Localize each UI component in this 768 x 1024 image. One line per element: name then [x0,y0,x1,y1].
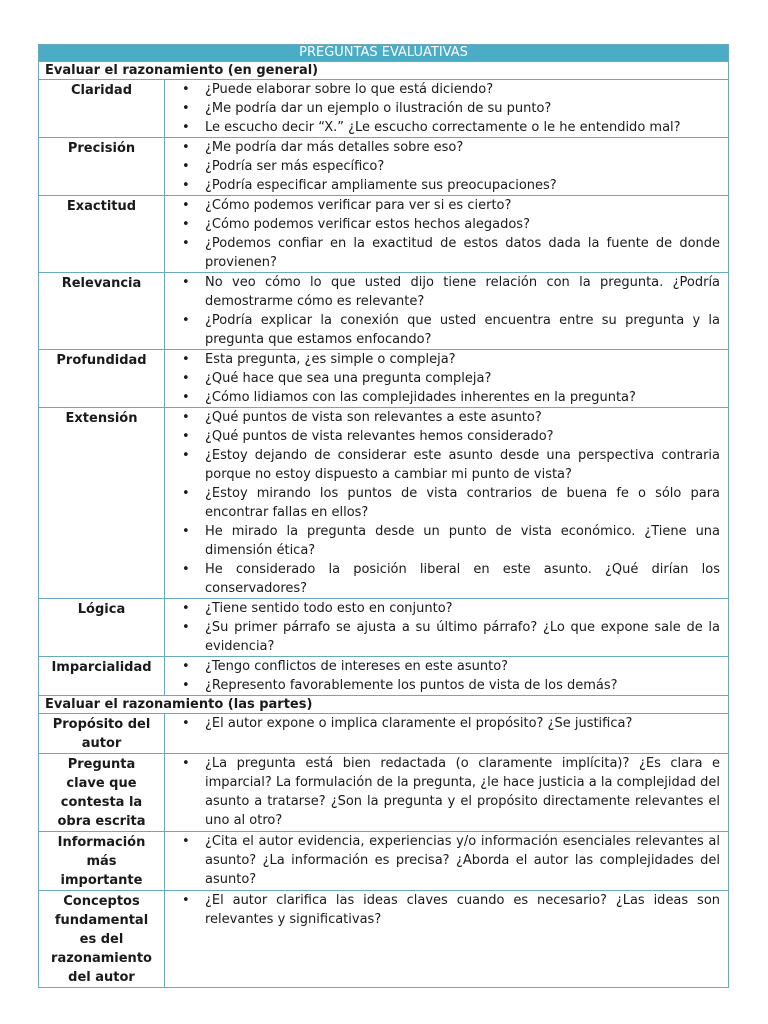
question-item: • ¿Tiene sentido todo esto en conjunto? [165,599,720,618]
questions-cell [165,754,729,832]
section-header-row [39,62,729,80]
criterion-label: Exactitud [39,196,165,273]
table-row [39,80,729,138]
question-item: • ¿Me podría dar un ejemplo o ilustración de su punto? [165,99,720,118]
table-row [39,408,729,599]
criterion-label: Lógica [39,599,165,657]
criterion-label-line: Información [57,835,146,850]
questions-cell [165,350,729,408]
question-list [165,599,720,656]
question-item: • ¿Represento favorablemente los puntos de vista de los demás? [165,676,720,695]
questions-cell [165,891,729,988]
criterion-label-line: Conceptos [63,894,140,909]
criterion-label [39,714,165,754]
questions-cell [165,138,729,196]
question-item: • ¿Qué puntos de vista son relevantes a este asunto? [165,408,720,427]
table-row [39,273,729,350]
questions-cell [165,196,729,273]
question-item: • Esta pregunta, ¿es simple o compleja? [165,350,720,369]
questions-cell [165,408,729,599]
question-list [165,891,720,929]
question-item: • ¿La pregunta está bien redactada (o claramente implícita)? ¿Es clara e imparcial? La formulación de la pregunta, ¿le hace justicia a la complejidad del asunto a tratarse? ¿Son la pregunta y el propósito directamente relevantes el uno al otro? [165,754,720,830]
question-item: • ¿Me podría dar más detalles sobre eso? [165,138,720,157]
question-item: • ¿Podría especificar ampliamente sus preocupaciones? [165,176,720,195]
criterion-label-line: Propósito del [52,717,151,732]
question-item: • ¿Cita el autor evidencia, experiencias y/o información esenciales relevantes al asunto? ¿La información es precisa? ¿Aborda el autor las complejidades del asunto? [165,832,720,889]
criterion-label-line: autor [81,736,122,751]
question-item: • ¿Qué puntos de vista relevantes hemos considerado? [165,427,720,446]
question-list [165,350,720,407]
criterion-label-line: es del [79,932,124,947]
evaluative-questions-table [38,44,729,988]
question-item: • ¿Tengo conflictos de intereses en este asunto? [165,657,720,676]
question-item: • ¿Su primer párrafo se ajusta a su último párrafo? ¿Lo que expone sale de la evidencia? [165,618,720,656]
question-item: • ¿Cómo podemos verificar para ver si es cierto? [165,196,720,215]
criterion-label: Relevancia [39,273,165,350]
questions-cell [165,657,729,696]
question-list [165,832,720,889]
table-row [39,599,729,657]
question-item: • He mirado la pregunta desde un punto de vista económico. ¿Tiene una dimensión ética? [165,522,720,560]
table-row [39,754,729,832]
question-item: • ¿Estoy mirando los puntos de vista contrarios de buena fe o sólo para encontrar fallas en ellos? [165,484,720,522]
criterion-label-line: fundamental [54,913,149,928]
questions-cell [165,80,729,138]
question-list [165,138,720,195]
question-item: • ¿Podría explicar la conexión que usted encuentra entre su pregunta y la pregunta que estamos enfocando? [165,311,720,349]
criterion-label-line: clave que [66,776,137,791]
question-item: • ¿Qué hace que sea una pregunta compleja? [165,369,720,388]
question-item: • He considerado la posición liberal en este asunto. ¿Qué dirían los conservadores? [165,560,720,598]
criterion-label: Profundidad [39,350,165,408]
criterion-label-line: más [86,854,117,869]
section-heading: Evaluar el razonamiento (las partes) [39,696,729,714]
questions-cell [165,599,729,657]
question-item: • ¿El autor expone o implica claramente el propósito? ¿Se justifica? [165,714,720,733]
table-row [39,891,729,988]
criterion-label-line: contesta la [60,795,143,810]
table-row [39,196,729,273]
criterion-label [39,891,165,988]
question-list [165,80,720,137]
question-list [165,657,720,695]
question-list [165,273,720,349]
question-item: • ¿Cómo podemos verificar estos hechos alegados? [165,215,720,234]
table-row [39,657,729,696]
criterion-label: Precisión [39,138,165,196]
table-row [39,138,729,196]
criterion-label-line: importante [60,873,143,888]
section-heading: Evaluar el razonamiento (en general) [39,62,729,80]
table-row [39,350,729,408]
question-item: • ¿Puede elaborar sobre lo que está diciendo? [165,80,720,99]
question-list [165,408,720,598]
criterion-label: Extensión [39,408,165,599]
questions-cell [165,832,729,891]
question-item: • ¿Podemos confiar en la exactitud de estos datos dada la fuente de donde provienen? [165,234,720,272]
criterion-label [39,754,165,832]
criterion-label-line: Pregunta [67,757,136,772]
criterion-label [39,832,165,891]
section-header-row [39,696,729,714]
questions-cell [165,273,729,350]
criterion-label-line: obra escrita [57,814,146,829]
question-list [165,196,720,272]
criterion-label-line: razonamiento [51,951,152,966]
question-item: • ¿Cómo lidiamos con las complejidades inherentes en la pregunta? [165,388,720,407]
question-item: • ¿El autor clarifica las ideas claves cuando es necesario? ¿Las ideas son relevantes y significativas? [165,891,720,929]
criterion-label: Imparcialidad [39,657,165,696]
question-list [165,714,720,733]
table-row [39,714,729,754]
question-item: • ¿Estoy dejando de considerar este asunto desde una perspectiva contraria porque no estoy dispuesto a cambiar mi punto de vista? [165,446,720,484]
questions-cell [165,714,729,754]
criterion-label: Claridad [39,80,165,138]
question-item: • No veo cómo lo que usted dijo tiene relación con la pregunta. ¿Podría demostrarme cómo es relevante? [165,273,720,311]
question-item: • Le escucho decir “X.” ¿Le escucho correctamente o le he entendido mal? [165,118,720,137]
criterion-label-line: del autor [68,970,135,985]
table-title: PREGUNTAS EVALUATIVAS [39,45,729,62]
title-row [39,45,729,62]
question-item: • ¿Podría ser más específico? [165,157,720,176]
table-row [39,832,729,891]
question-list [165,754,720,830]
